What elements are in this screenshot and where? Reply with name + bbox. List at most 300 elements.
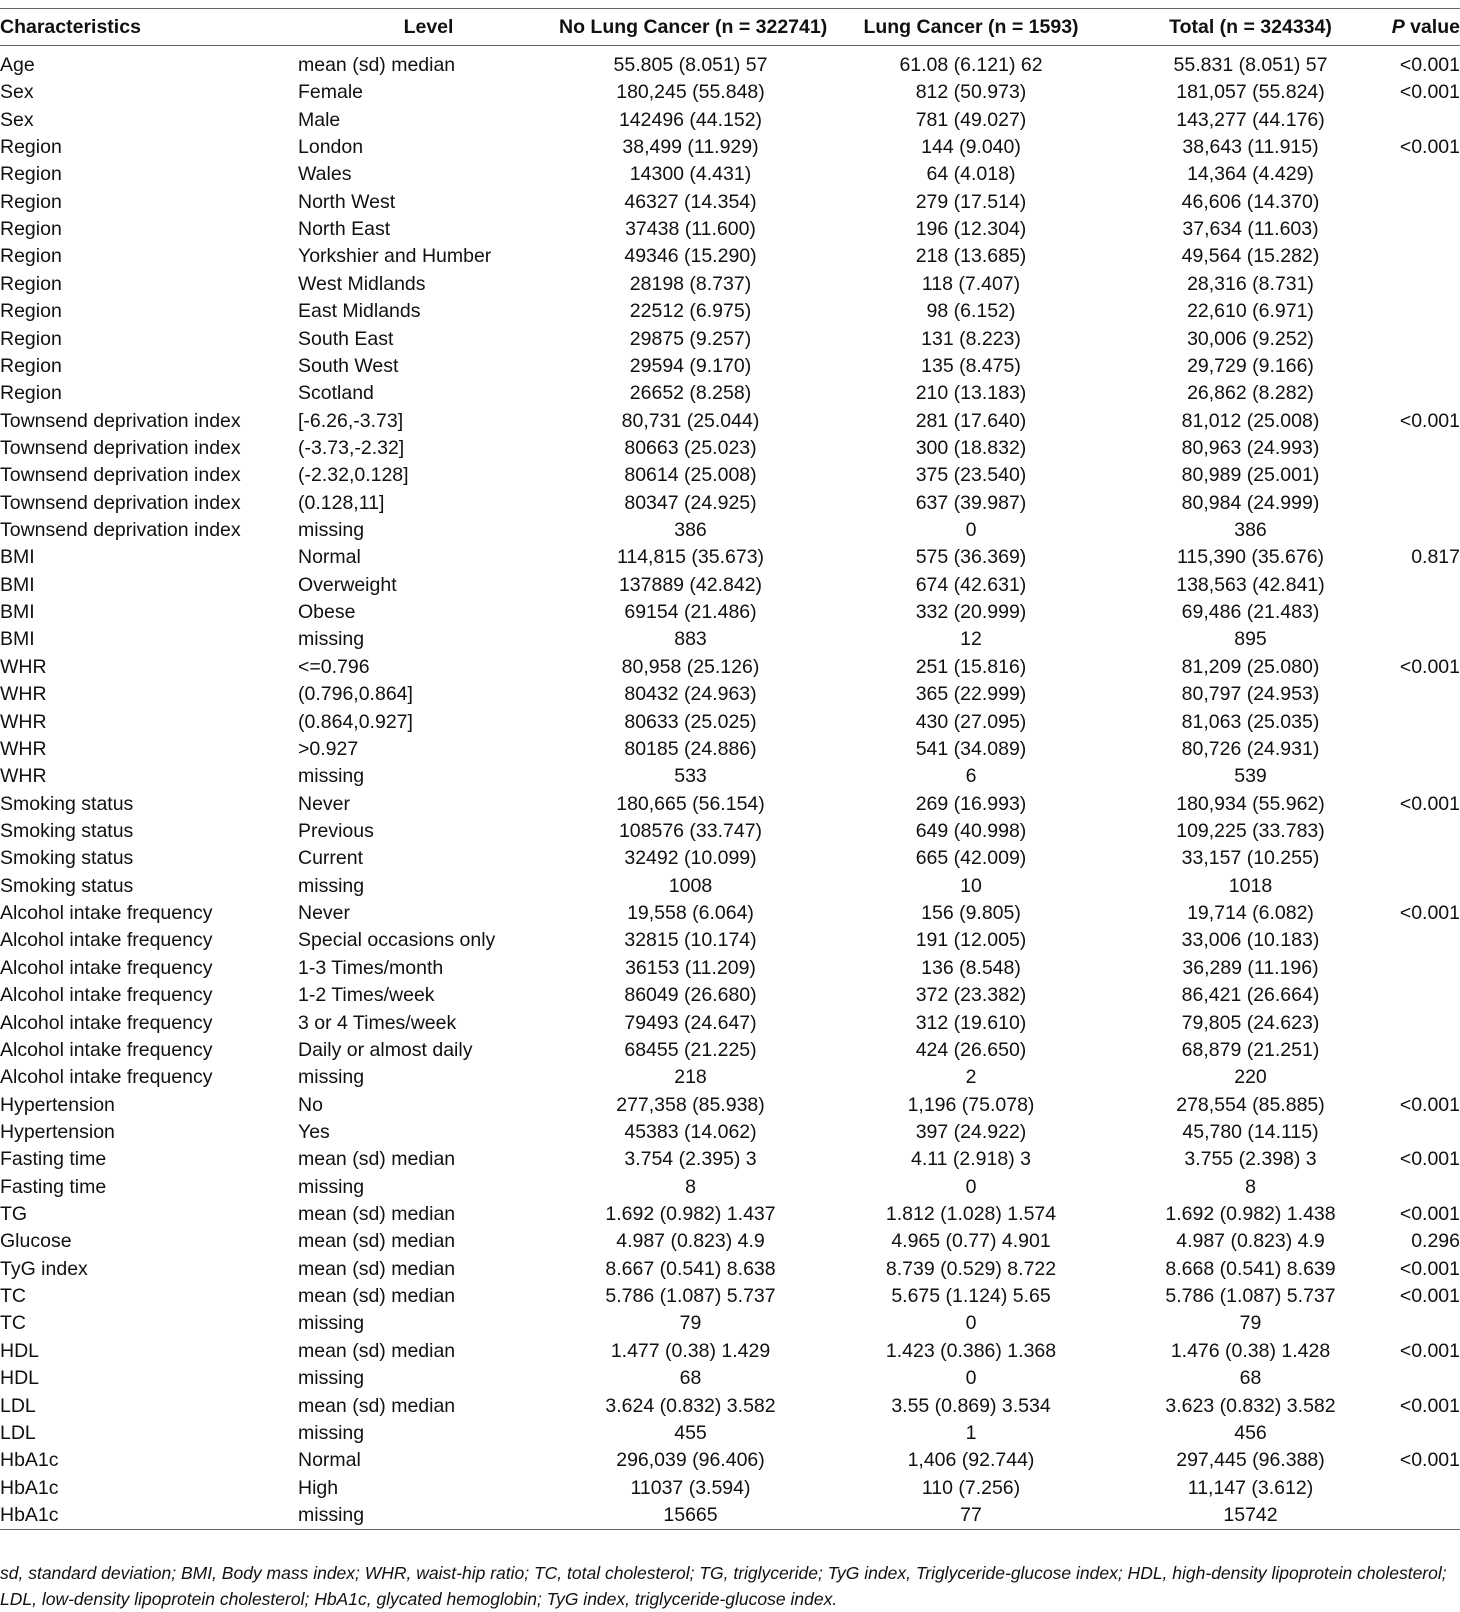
table-row	[0, 1338, 1460, 1365]
cell-no-lung-cancer: 45383 (14.062)	[624, 1120, 757, 1143]
cell-no-lung-cancer: 68	[679, 1367, 702, 1390]
cell-lung-cancer: 2	[965, 1066, 977, 1089]
cell-p-value	[1381, 326, 1460, 353]
cell-no-lung-cancer: 38,499 (11.929)	[622, 136, 759, 158]
cell-level: 1-3 Times/month	[298, 956, 444, 979]
cell-level: (0.796,0.864]	[298, 683, 413, 706]
cell-total: 143,277 (44.176)	[1176, 108, 1325, 131]
cell-no-lung-cancer: 22512 (6.975)	[629, 300, 752, 323]
cell-p-value	[1381, 955, 1460, 982]
cell-p-value: <0.001	[1399, 1093, 1460, 1116]
cell-level: 3 or 4 Times/week	[298, 1011, 457, 1034]
cell-total: 26,862 (8.282)	[1187, 382, 1314, 405]
cell-characteristic: TyG index	[0, 1257, 88, 1280]
cell-lung-cancer: 0	[965, 1367, 977, 1390]
cell-p-value: <0.001	[1399, 136, 1460, 158]
cell-total: 28,316 (8.731)	[1187, 272, 1314, 295]
table-row	[0, 517, 1460, 544]
cell-characteristic: WHR	[0, 655, 47, 678]
cell-total: 80,984 (24.999)	[1181, 491, 1320, 514]
table-row	[0, 900, 1460, 927]
characteristics-table	[0, 8, 1460, 1530]
cell-level: Male	[298, 108, 341, 131]
cell-p-value: 0.296	[1411, 1230, 1460, 1253]
cell-no-lung-cancer: 5.786 (1.087) 5.737	[605, 1285, 776, 1308]
cell-no-lung-cancer: 1008	[668, 874, 713, 897]
cell-level: mean (sd) median	[298, 1230, 456, 1253]
cell-p-value: <0.001	[1399, 1449, 1460, 1472]
cell-p-value	[1381, 189, 1460, 216]
cell-total: 81,209 (25.080)	[1181, 655, 1320, 678]
cell-characteristic: Hypertension	[0, 1120, 115, 1143]
table-footnote: sd, standard deviation; BMI, Body mass index; WHR, waist-hip ratio; TC, total cholesterol; TG, triglyceride; TyG index, Triglyceride-glucose index; HDL, high-density lipoprotein cholesterol; LDL, low-density lipoprotein cholesterol; HbA1c, glycated hemoglobin; TyG index, triglyceride-glucose index.	[0, 1563, 1447, 1609]
table-row	[0, 1475, 1460, 1502]
cell-p-value: <0.001	[1399, 1394, 1460, 1417]
cell-level: West Midlands	[298, 272, 426, 295]
cell-total: 79	[1239, 1312, 1262, 1335]
cell-level: missing	[298, 628, 365, 651]
cell-total: 33,157 (10.255)	[1181, 847, 1320, 870]
cell-characteristic: Alcohol intake frequency	[0, 984, 213, 1007]
cell-level: missing	[298, 1367, 365, 1390]
cell-no-lung-cancer: 8	[685, 1175, 696, 1198]
cell-no-lung-cancer: 277,358 (85.938)	[616, 1093, 765, 1116]
table-row	[0, 572, 1460, 599]
cell-lung-cancer: 541 (34.089)	[915, 737, 1027, 760]
cell-level: [-6.26,-3.73]	[298, 409, 404, 432]
cell-characteristic: TG	[0, 1203, 28, 1226]
cell-lung-cancer: 0	[965, 1312, 977, 1335]
cell-characteristic: Alcohol intake frequency	[0, 929, 213, 952]
cell-no-lung-cancer: 80185 (24.886)	[624, 737, 757, 760]
cell-no-lung-cancer: 180,245 (55.848)	[616, 81, 765, 104]
table-row	[0, 161, 1460, 188]
cell-lung-cancer: 300 (18.832)	[915, 436, 1027, 459]
cell-characteristic: Alcohol intake frequency	[0, 1066, 213, 1089]
cell-characteristic: HbA1c	[0, 1502, 298, 1530]
table-row	[0, 408, 1460, 435]
cell-p-value: <0.001	[1399, 792, 1460, 815]
cell-lung-cancer: 3.55 (0.869) 3.534	[891, 1394, 1051, 1417]
cell-characteristic: Region	[0, 136, 62, 158]
cell-characteristic: WHR	[0, 710, 47, 733]
cell-level: missing	[298, 765, 365, 788]
cell-no-lung-cancer: 533	[674, 765, 707, 788]
cell-lung-cancer: 110 (7.256)	[921, 1476, 1021, 1499]
cell-characteristic: Alcohol intake frequency	[0, 1038, 213, 1061]
table-row	[0, 1311, 1460, 1338]
cell-level: (0.864,0.927]	[298, 710, 413, 733]
cell-level: North East	[298, 218, 391, 241]
cell-lung-cancer: 312 (19.610)	[915, 1011, 1027, 1034]
cell-characteristic: Glucose	[0, 1230, 72, 1253]
table-row	[0, 1228, 1460, 1255]
cell-characteristic: HbA1c	[0, 1476, 59, 1499]
cell-characteristic: LDL	[0, 1421, 36, 1444]
cell-level: mean (sd) median	[298, 1257, 456, 1280]
table-row	[0, 1146, 1460, 1173]
cell-characteristic: Age	[0, 53, 35, 76]
cell-level: East Midlands	[298, 300, 421, 323]
cell-level: mean (sd) median	[298, 1148, 456, 1171]
cell-level: 1-2 Times/week	[298, 984, 435, 1007]
table-row	[0, 1201, 1460, 1228]
cell-p-value	[1381, 818, 1460, 845]
cell-p-value	[1381, 380, 1460, 407]
cell-no-lung-cancer: 80633 (25.025)	[624, 710, 757, 733]
cell-total: 115,390 (35.676)	[1176, 546, 1325, 569]
cell-total: 109,225 (33.783)	[1176, 819, 1325, 842]
cell-characteristic: Alcohol intake frequency	[0, 956, 213, 979]
cell-level: (-3.73,-2.32]	[298, 436, 405, 459]
cell-characteristic: WHR	[0, 737, 47, 760]
cell-p-value: <0.001	[1399, 53, 1460, 76]
cell-total: 1.692 (0.982) 1.438	[1165, 1203, 1336, 1226]
cell-total: 81,063 (25.035)	[1181, 710, 1320, 733]
table-header-row	[0, 9, 1460, 46]
cell-characteristic: Region	[0, 382, 62, 405]
cell-p-value	[1381, 1420, 1460, 1447]
cell-lung-cancer: 135 (8.475)	[921, 354, 1021, 377]
table-row	[0, 845, 1460, 872]
cell-level: Current	[298, 847, 364, 870]
cell-level: (0.128,11]	[298, 491, 385, 514]
cell-p-value	[1381, 517, 1460, 544]
table-row	[0, 873, 1460, 900]
cell-level: Never	[298, 792, 351, 815]
table-row	[0, 1064, 1460, 1091]
cell-level: South East	[298, 327, 394, 350]
cell-characteristic: Fasting time	[0, 1175, 107, 1198]
cell-level: missing	[298, 1066, 365, 1089]
cell-no-lung-cancer: 114,815 (35.673)	[616, 546, 765, 569]
cell-p-value	[1381, 736, 1460, 763]
table-row	[0, 955, 1460, 982]
cell-total: 456	[1234, 1421, 1267, 1444]
cell-total: 14,364 (4.429)	[1187, 163, 1314, 186]
cell-characteristic: BMI	[0, 628, 35, 651]
cell-no-lung-cancer: 108576 (33.747)	[618, 819, 763, 842]
cell-p-value	[1381, 216, 1460, 243]
cell-p-value	[1381, 1037, 1460, 1064]
cell-p-value	[1381, 1502, 1460, 1530]
cell-lung-cancer: 4.11 (2.918) 3	[911, 1148, 1031, 1171]
cell-p-value	[1381, 353, 1460, 380]
cell-no-lung-cancer: 80,958 (25.126)	[621, 655, 760, 678]
cell-lung-cancer: 279 (17.514)	[915, 190, 1027, 213]
cell-p-value	[1381, 1010, 1460, 1037]
table-row	[0, 818, 1460, 845]
cell-characteristic: Townsend deprivation index	[0, 464, 241, 487]
table-row	[0, 1447, 1460, 1474]
cell-p-value: <0.001	[1399, 1203, 1460, 1226]
cell-characteristic: TC	[0, 1312, 26, 1335]
cell-characteristic: BMI	[0, 573, 35, 596]
table-row	[0, 681, 1460, 708]
cell-no-lung-cancer: 26652 (8.258)	[629, 382, 752, 405]
cell-lung-cancer: 0	[965, 1175, 977, 1198]
header-characteristics: Characteristics	[0, 9, 298, 46]
cell-characteristic: Region	[0, 218, 62, 241]
cell-lung-cancer: 665 (42.009)	[915, 847, 1027, 870]
cell-lung-cancer: 191 (12.005)	[915, 929, 1027, 952]
table-row	[0, 271, 1460, 298]
table-row	[0, 134, 1460, 161]
cell-total: 138,563 (42.841)	[1176, 573, 1325, 596]
cell-total: 297,445 (96.388)	[1176, 1449, 1325, 1472]
table-row	[0, 599, 1460, 626]
cell-lung-cancer: 281 (17.640)	[915, 409, 1027, 432]
table-row	[0, 763, 1460, 790]
table-row	[0, 1365, 1460, 1392]
cell-total: 69,486 (21.483)	[1181, 601, 1320, 624]
cell-total: 80,989 (25.001)	[1181, 464, 1320, 487]
header-lung-cancer: Lung Cancer (n = 1593)	[822, 9, 1120, 46]
cell-p-value: <0.001	[1399, 409, 1460, 432]
table-row	[0, 1010, 1460, 1037]
cell-p-value	[1381, 572, 1460, 599]
table-row	[0, 544, 1460, 571]
cell-level: missing	[298, 874, 365, 897]
cell-total: 30,006 (9.252)	[1187, 327, 1314, 350]
cell-p-value: <0.001	[1399, 655, 1460, 678]
table-row	[0, 79, 1460, 106]
cell-lung-cancer: 4.965 (0.77) 4.901	[891, 1230, 1051, 1253]
cell-no-lung-cancer: 19,558 (6.064)	[627, 902, 754, 925]
cell-characteristic: Region	[0, 163, 62, 186]
cell-total: 1018	[1228, 874, 1273, 897]
cell-no-lung-cancer: 4.987 (0.823) 4.9	[616, 1230, 765, 1253]
cell-total: 80,726 (24.931)	[1181, 737, 1320, 760]
table-row	[0, 107, 1460, 134]
cell-no-lung-cancer: 80614 (25.008)	[624, 464, 757, 487]
cell-no-lung-cancer: 32492 (10.099)	[624, 847, 757, 870]
cell-characteristic: Alcohol intake frequency	[0, 1011, 213, 1034]
cell-total: 81,012 (25.008)	[1181, 409, 1320, 432]
cell-lung-cancer: 372 (23.382)	[915, 984, 1027, 1007]
cell-total: 80,963 (24.993)	[1181, 436, 1320, 459]
cell-no-lung-cancer: 1.692 (0.982) 1.437	[605, 1203, 776, 1226]
cell-level: missing	[298, 1312, 365, 1335]
cell-level: Daily or almost daily	[298, 1038, 473, 1061]
cell-characteristic: WHR	[0, 765, 47, 788]
cell-total: 180,934 (55.962)	[1176, 792, 1325, 815]
cell-level: mean (sd) median	[298, 1285, 456, 1308]
cell-p-value: 0.817	[1411, 546, 1460, 569]
cell-lung-cancer: 1,196 (75.078)	[907, 1093, 1035, 1116]
cell-characteristic: HbA1c	[0, 1449, 59, 1472]
cell-characteristic: Townsend deprivation index	[0, 491, 241, 514]
table-row	[0, 791, 1460, 818]
cell-p-value: <0.001	[1399, 902, 1460, 925]
cell-no-lung-cancer: 79	[679, 1312, 702, 1335]
cell-no-lung-cancer: 69154 (21.486)	[624, 601, 757, 624]
cell-level: High	[298, 1476, 339, 1499]
table-row	[0, 1256, 1460, 1283]
cell-no-lung-cancer: 883	[674, 628, 707, 651]
cell-no-lung-cancer: 80,731 (25.044)	[621, 409, 760, 432]
cell-p-value	[1381, 1119, 1460, 1146]
cell-lung-cancer: 397 (24.922)	[915, 1120, 1027, 1143]
header-total: Total (n = 324334)	[1120, 9, 1381, 46]
cell-no-lung-cancer: 386	[674, 519, 707, 542]
cell-total: 386	[1234, 519, 1267, 542]
cell-level: South West	[298, 354, 399, 377]
cell-total: 8.668 (0.541) 8.639	[1165, 1257, 1336, 1280]
cell-characteristic: Alcohol intake frequency	[0, 902, 213, 925]
cell-no-lung-cancer: 3.754 (2.395) 3	[624, 1148, 757, 1171]
table-row	[0, 1174, 1460, 1201]
cell-p-value	[1381, 599, 1460, 626]
cell-total: 278,554 (85.885)	[1176, 1093, 1325, 1116]
cell-characteristic: Region	[0, 245, 62, 268]
cell-characteristic: Region	[0, 327, 62, 350]
cell-level: missing	[298, 1175, 365, 1198]
cell-p-value	[1381, 462, 1460, 489]
cell-characteristic: Townsend deprivation index	[0, 409, 241, 432]
cell-no-lung-cancer: 1.477 (0.38) 1.429	[610, 1339, 771, 1362]
cell-lung-cancer: 131 (8.223)	[921, 327, 1021, 350]
cell-total: 68	[1239, 1367, 1262, 1390]
cell-no-lung-cancer: 180,665 (56.154)	[616, 792, 765, 815]
cell-total: 22,610 (6.971)	[1187, 300, 1314, 323]
cell-characteristic: HDL	[0, 1339, 40, 1362]
cell-lung-cancer: 269 (16.993)	[915, 792, 1027, 815]
cell-characteristic: Townsend deprivation index	[0, 436, 241, 459]
cell-no-lung-cancer: 49346 (15.290)	[624, 245, 757, 268]
cell-no-lung-cancer: 137889 (42.842)	[618, 573, 763, 596]
cell-lung-cancer: 144 (9.040)	[921, 136, 1021, 158]
cell-level: Wales	[298, 163, 352, 186]
cell-total: 539	[1234, 765, 1267, 788]
cell-level: <=0.796	[298, 655, 370, 678]
cell-level: mean (sd) median	[298, 1339, 456, 1362]
cell-level: Never	[298, 902, 351, 925]
cell-p-value	[1381, 244, 1460, 271]
cell-total: 37,634 (11.603)	[1182, 218, 1319, 241]
header-p-letter: P	[1391, 15, 1405, 38]
cell-lung-cancer: 98 (6.152)	[926, 300, 1016, 323]
cell-level: missing	[298, 1421, 365, 1444]
cell-characteristic: TC	[0, 1285, 26, 1308]
cell-p-value	[1381, 435, 1460, 462]
cell-no-lung-cancer: 32815 (10.174)	[624, 929, 757, 952]
cell-no-lung-cancer: 8.667 (0.541) 8.638	[605, 1257, 776, 1280]
cell-level: Overweight	[298, 573, 397, 596]
cell-p-value	[1381, 928, 1460, 955]
cell-characteristic: Smoking status	[0, 874, 134, 897]
cell-level: Female	[298, 81, 364, 104]
cell-p-value: <0.001	[1399, 1257, 1460, 1280]
table-row	[0, 244, 1460, 271]
table-row	[0, 709, 1460, 736]
table-row	[0, 1119, 1460, 1146]
cell-lung-cancer: 118 (7.407)	[921, 272, 1021, 295]
table-row	[0, 627, 1460, 654]
cell-lung-cancer: 575 (36.369)	[915, 546, 1027, 569]
cell-level: mean (sd) median	[298, 1394, 456, 1417]
cell-total: 49,564 (15.282)	[1181, 245, 1320, 268]
table-row	[0, 654, 1460, 681]
cell-total: 3.755 (2.398) 3	[1184, 1148, 1317, 1171]
cell-p-value	[1381, 490, 1460, 517]
cell-level: >0.927	[298, 737, 359, 760]
cell-no-lung-cancer: 79493 (24.647)	[624, 1011, 757, 1034]
cell-total: 181,057 (55.824)	[1176, 81, 1325, 104]
cell-p-value	[1381, 873, 1460, 900]
cell-characteristic: Fasting time	[0, 1148, 107, 1171]
table-row	[0, 46, 1460, 80]
header-p-rest: value	[1404, 15, 1460, 38]
cell-p-value	[1381, 1475, 1460, 1502]
cell-p-value	[1381, 271, 1460, 298]
cell-lung-cancer: 1	[965, 1421, 977, 1444]
cell-lung-cancer: 218 (13.685)	[915, 245, 1027, 268]
cell-p-value	[1381, 1174, 1460, 1201]
table-body	[0, 46, 1460, 1530]
cell-no-lung-cancer: 218	[674, 1066, 707, 1089]
cell-characteristic: Smoking status	[0, 792, 134, 815]
cell-lung-cancer: 156 (9.805)	[921, 902, 1021, 925]
cell-p-value: <0.001	[1399, 81, 1460, 104]
cell-total: 3.623 (0.832) 3.582	[1165, 1394, 1336, 1417]
cell-no-lung-cancer: 15665	[559, 1502, 822, 1530]
cell-total: 33,006 (10.183)	[1181, 929, 1320, 952]
cell-p-value	[1381, 1064, 1460, 1091]
table-row	[0, 1393, 1460, 1420]
cell-p-value	[1381, 982, 1460, 1009]
table-row	[0, 490, 1460, 517]
cell-p-value	[1381, 107, 1460, 134]
cell-level: North West	[298, 190, 396, 213]
cell-lung-cancer: 424 (26.650)	[915, 1038, 1027, 1061]
cell-characteristic: BMI	[0, 546, 35, 569]
header-level: Level	[298, 9, 559, 46]
cell-lung-cancer: 430 (27.095)	[915, 710, 1027, 733]
cell-total: 4.987 (0.823) 4.9	[1176, 1230, 1325, 1253]
table-row	[0, 1502, 1460, 1530]
cell-characteristic: HDL	[0, 1367, 40, 1390]
cell-level: missing	[298, 1502, 559, 1530]
cell-lung-cancer: 332 (20.999)	[915, 601, 1027, 624]
cell-total: 29,729 (9.166)	[1187, 354, 1314, 377]
cell-level: Special occasions only	[298, 929, 496, 952]
cell-characteristic: Region	[0, 354, 62, 377]
cell-level: mean (sd) median	[298, 53, 456, 76]
cell-lung-cancer: 8.739 (0.529) 8.722	[885, 1257, 1057, 1280]
table-row	[0, 380, 1460, 407]
cell-no-lung-cancer: 86049 (26.680)	[624, 984, 757, 1007]
cell-total: 79,805 (24.623)	[1181, 1011, 1320, 1034]
cell-characteristic: Region	[0, 190, 62, 213]
table-row	[0, 1037, 1460, 1064]
cell-no-lung-cancer: 296,039 (96.406)	[616, 1449, 765, 1472]
cell-level: Yorkshier and Humber	[298, 245, 492, 268]
cell-no-lung-cancer: 14300 (4.431)	[629, 163, 752, 186]
cell-characteristic: Region	[0, 272, 62, 295]
cell-p-value	[1381, 845, 1460, 872]
cell-total: 45,780 (14.115)	[1182, 1120, 1319, 1143]
cell-total: 1.476 (0.38) 1.428	[1170, 1339, 1331, 1362]
cell-characteristic: Smoking status	[0, 847, 134, 870]
cell-level: (-2.32,0.128]	[298, 464, 409, 487]
table-row	[0, 353, 1460, 380]
cell-total: 8	[1245, 1175, 1256, 1198]
table-row	[0, 326, 1460, 353]
cell-level: Normal	[298, 546, 361, 569]
cell-total: 68,879 (21.251)	[1181, 1038, 1320, 1061]
cell-total: 86,421 (26.664)	[1181, 984, 1320, 1007]
